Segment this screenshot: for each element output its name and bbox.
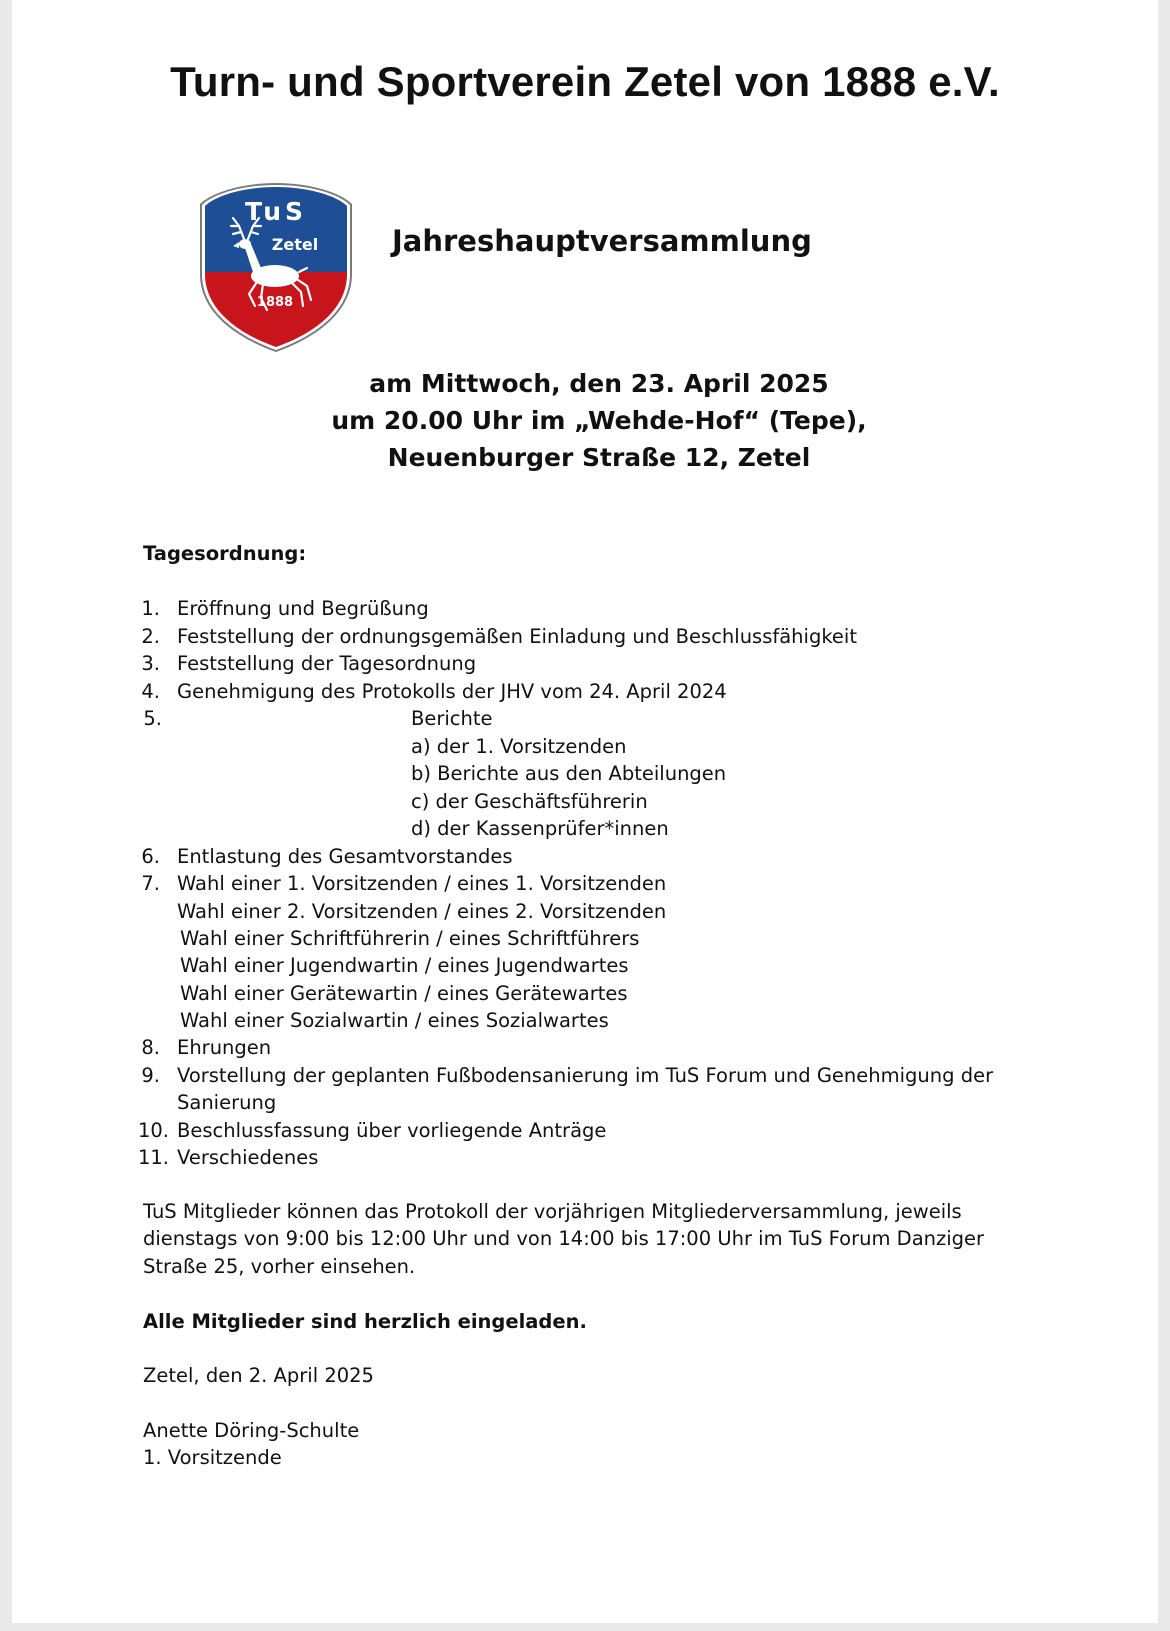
agenda-number: 5. xyxy=(143,707,162,730)
notice-line: TuS Mitglieder können das Protokoll der vorjährigen Mitgliederversammlung, jeweils xyxy=(143,1200,962,1223)
agenda-subitem: a) der 1. Vorsitzenden xyxy=(411,735,627,758)
agenda-item: Wahl einer 1. Vorsitzenden / eines 1. Vorsitzenden xyxy=(177,872,667,895)
document-page xyxy=(12,0,1158,1623)
agenda-subitem: b) Berichte aus den Abteilungen xyxy=(411,762,727,785)
agenda-number: 3. xyxy=(141,652,160,675)
agenda-item: Feststellung der Tagesordnung xyxy=(177,652,477,675)
agenda-item: Verschiedenes xyxy=(177,1146,319,1169)
meeting-time-venue: um 20.00 Uhr im „Wehde-Hof“ (Tepe), xyxy=(331,406,867,435)
agenda-number: 4. xyxy=(141,680,160,703)
agenda-item: Feststellung der ordnungsgemäßen Einladung und Beschlussfähigkeit xyxy=(177,625,857,648)
meeting-address: Neuenburger Straße 12, Zetel xyxy=(387,443,811,472)
club-logo xyxy=(195,182,357,354)
agenda-subitem: d) der Kassenprüfer*innen xyxy=(411,817,669,840)
agenda-subitem: c) der Geschäftsführerin xyxy=(411,790,648,813)
agenda-subitem: Wahl einer Schriftführerin / eines Schriftführers xyxy=(180,927,640,950)
agenda-number: 7. xyxy=(141,872,160,895)
agenda-item-continuation: Sanierung xyxy=(177,1091,277,1114)
signature-name: Anette Döring-Schulte xyxy=(143,1419,360,1442)
notice-line: Straße 25, vorher einsehen. xyxy=(143,1255,416,1278)
meeting-date: am Mittwoch, den 23. April 2025 xyxy=(369,369,829,398)
agenda-subitem: Wahl einer Gerätewartin / eines Gerätewartes xyxy=(180,982,628,1005)
logo-text-year: 1888 xyxy=(256,295,294,310)
notice-line: dienstags von 9:00 bis 12:00 Uhr und von 14:00 bis 17:00 Uhr im TuS Forum Danziger xyxy=(143,1227,985,1250)
signature-role: 1. Vorsitzende xyxy=(143,1446,282,1469)
agenda-item: Beschlussfassung über vorliegende Anträge xyxy=(177,1119,607,1142)
agenda-number: 6. xyxy=(141,845,160,868)
agenda-number: 8. xyxy=(141,1036,160,1059)
agenda-number: 9. xyxy=(141,1064,160,1087)
agenda-item: Ehrungen xyxy=(177,1036,272,1059)
logo-text-zetel: Zetel xyxy=(271,235,319,254)
agenda-heading: Tagesordnung: xyxy=(143,542,307,565)
agenda-item: Berichte xyxy=(411,707,493,730)
agenda-item: Eröffnung und Begrüßung xyxy=(177,597,429,620)
agenda-subitem: Wahl einer Sozialwartin / eines Sozialwartes xyxy=(180,1009,609,1032)
agenda-subitem: Wahl einer Jugendwartin / eines Jugendwartes xyxy=(180,954,629,977)
page-title: Turn- und Sportverein Zetel von 1888 e.V. xyxy=(170,58,1000,105)
agenda-number: 1. xyxy=(141,597,160,620)
agenda-item: Genehmigung des Protokolls der JHV vom 24. April 2024 xyxy=(177,680,727,703)
invitation-text: Alle Mitglieder sind herzlich eingeladen. xyxy=(143,1310,587,1333)
place-date: Zetel, den 2. April 2025 xyxy=(143,1364,374,1387)
agenda-number: 10. xyxy=(137,1119,169,1142)
agenda-item: Vorstellung der geplanten Fußbodensanierung im TuS Forum und Genehmigung der xyxy=(177,1064,994,1087)
meeting-subtitle: Jahreshauptversammlung xyxy=(392,224,812,258)
logo-text-tus: TuS xyxy=(244,197,308,226)
agenda-number: 2. xyxy=(141,625,160,648)
agenda-item: Entlastung des Gesamtvorstandes xyxy=(177,845,513,868)
agenda-subitem: Wahl einer 2. Vorsitzenden / eines 2. Vorsitzenden xyxy=(177,900,667,923)
agenda-number: 11. xyxy=(137,1146,169,1169)
